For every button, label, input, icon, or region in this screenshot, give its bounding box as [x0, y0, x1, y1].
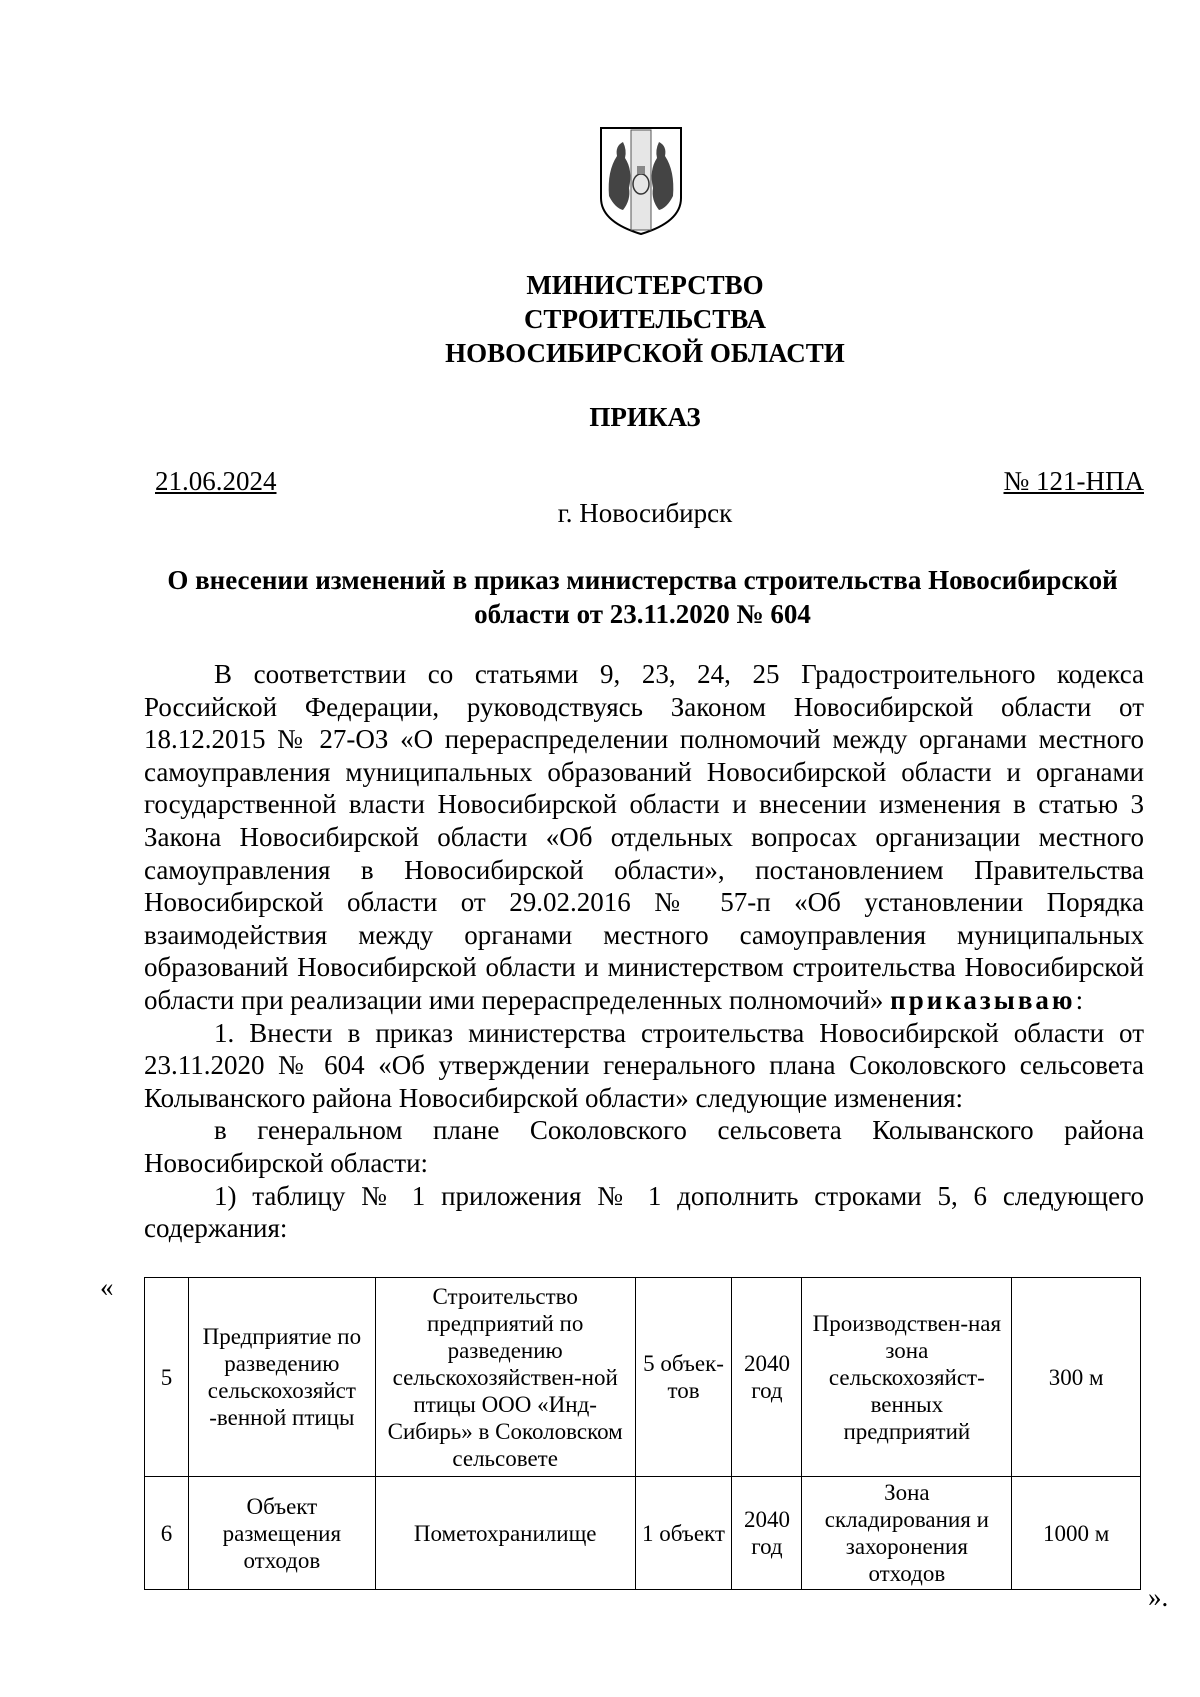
order-colon: : [1075, 984, 1084, 1015]
order-word: приказываю [890, 984, 1076, 1015]
cell-distance: 1000 м [1012, 1477, 1141, 1590]
ministry-line-2: СТРОИТЕЛЬСТВА [523, 304, 767, 334]
paragraph-general-plan: в генеральном плане Соколовского сельсовета Колыванского района Новосибирской области: [144, 1115, 1144, 1178]
ministry-title [145, 268, 1145, 370]
cell-description: Пометохранилище [375, 1477, 635, 1590]
paragraph-preamble [144, 658, 1144, 1017]
paragraph-item-1: 1. Внести в приказ министерства строительства Новосибирской области от 23.11.2020 № 604 «Об утверждении генерального плана Соколовского сельсовета Колыванского района Новосибирской области» следующие изменения: [144, 1017, 1144, 1113]
cell-year: 2040 год [732, 1477, 802, 1590]
table-row [145, 1477, 1141, 1590]
cell-zone: Производствен-ная зона сельскохозяйст-венных предприятий [802, 1278, 1012, 1477]
cell-object: Объект размещения отходов [188, 1477, 375, 1590]
document-subject [140, 563, 1145, 631]
cell-description: Строительство предприятий по разведению сельскохозяйствен-ной птицы ООО «Инд-Сибирь» в Соколовском сельсовете [375, 1278, 635, 1477]
document-body [144, 658, 1144, 1245]
cell-year: 2040 год [732, 1278, 802, 1477]
cell-object: Предприятие по разведению сельскохозяйст -венной птицы [188, 1278, 375, 1477]
ministry-line-3: НОВОСИБИРСКОЙ ОБЛАСТИ [445, 338, 845, 368]
cell-count: 1 объект [635, 1477, 732, 1590]
document-type: ПРИКАЗ [589, 402, 701, 432]
table-row [145, 1278, 1141, 1477]
subject-line-2: области от 23.11.2020 № 604 [474, 599, 811, 629]
quote-open: « [100, 1272, 114, 1302]
cell-num: 6 [145, 1477, 189, 1590]
paragraph-table-amendment: 1) таблицу № 1 приложения № 1 дополнить строками 5, 6 следующего содержания: [144, 1180, 1144, 1244]
document-city: г. Новосибирск [557, 498, 733, 528]
ministry-line-1: МИНИСТЕРСТВО [526, 270, 764, 300]
subject-line-1: О внесении изменений в приказ министерства строительства Новосибирской [167, 565, 1118, 595]
cell-distance: 300 м [1012, 1278, 1141, 1477]
preamble-text: В соответствии со статьями 9, 23, 24, 25 Градостроительного кодекса Российской Федерации, руководствуясь Законом Новосибирской области от 18.12.2015 № 27-ОЗ «О перераспределении полномочий между органами местного самоуправления муниципальных образований Новосибирской области и органами государственной власти Новосибирской области и внесении изменения в статью 3 Закона Новосибирской области «Об отдельных вопросах организации местного самоуправления в Новосибирской области», постановлением Правительства Новосибирской области от 29.02.2016 № 57-п «Об установлении Порядка взаимодействия между органами местного самоуправления муниципальных образований Новосибирской области и министерством строительства Новосибирской области при реализации ими перераспределенных полномочий» [144, 659, 1144, 1015]
cell-count: 5 объек-тов [635, 1278, 732, 1477]
cell-num: 5 [145, 1278, 189, 1477]
coat-of-arms-emblem [599, 126, 683, 236]
amendment-table [144, 1277, 1141, 1590]
document-number: № 121-НПА [1003, 466, 1144, 496]
cell-zone: Зона складирования и захоронения отходов [802, 1477, 1012, 1590]
quote-close: ». [1148, 1582, 1169, 1612]
document-date: 21.06.2024 [155, 466, 277, 496]
